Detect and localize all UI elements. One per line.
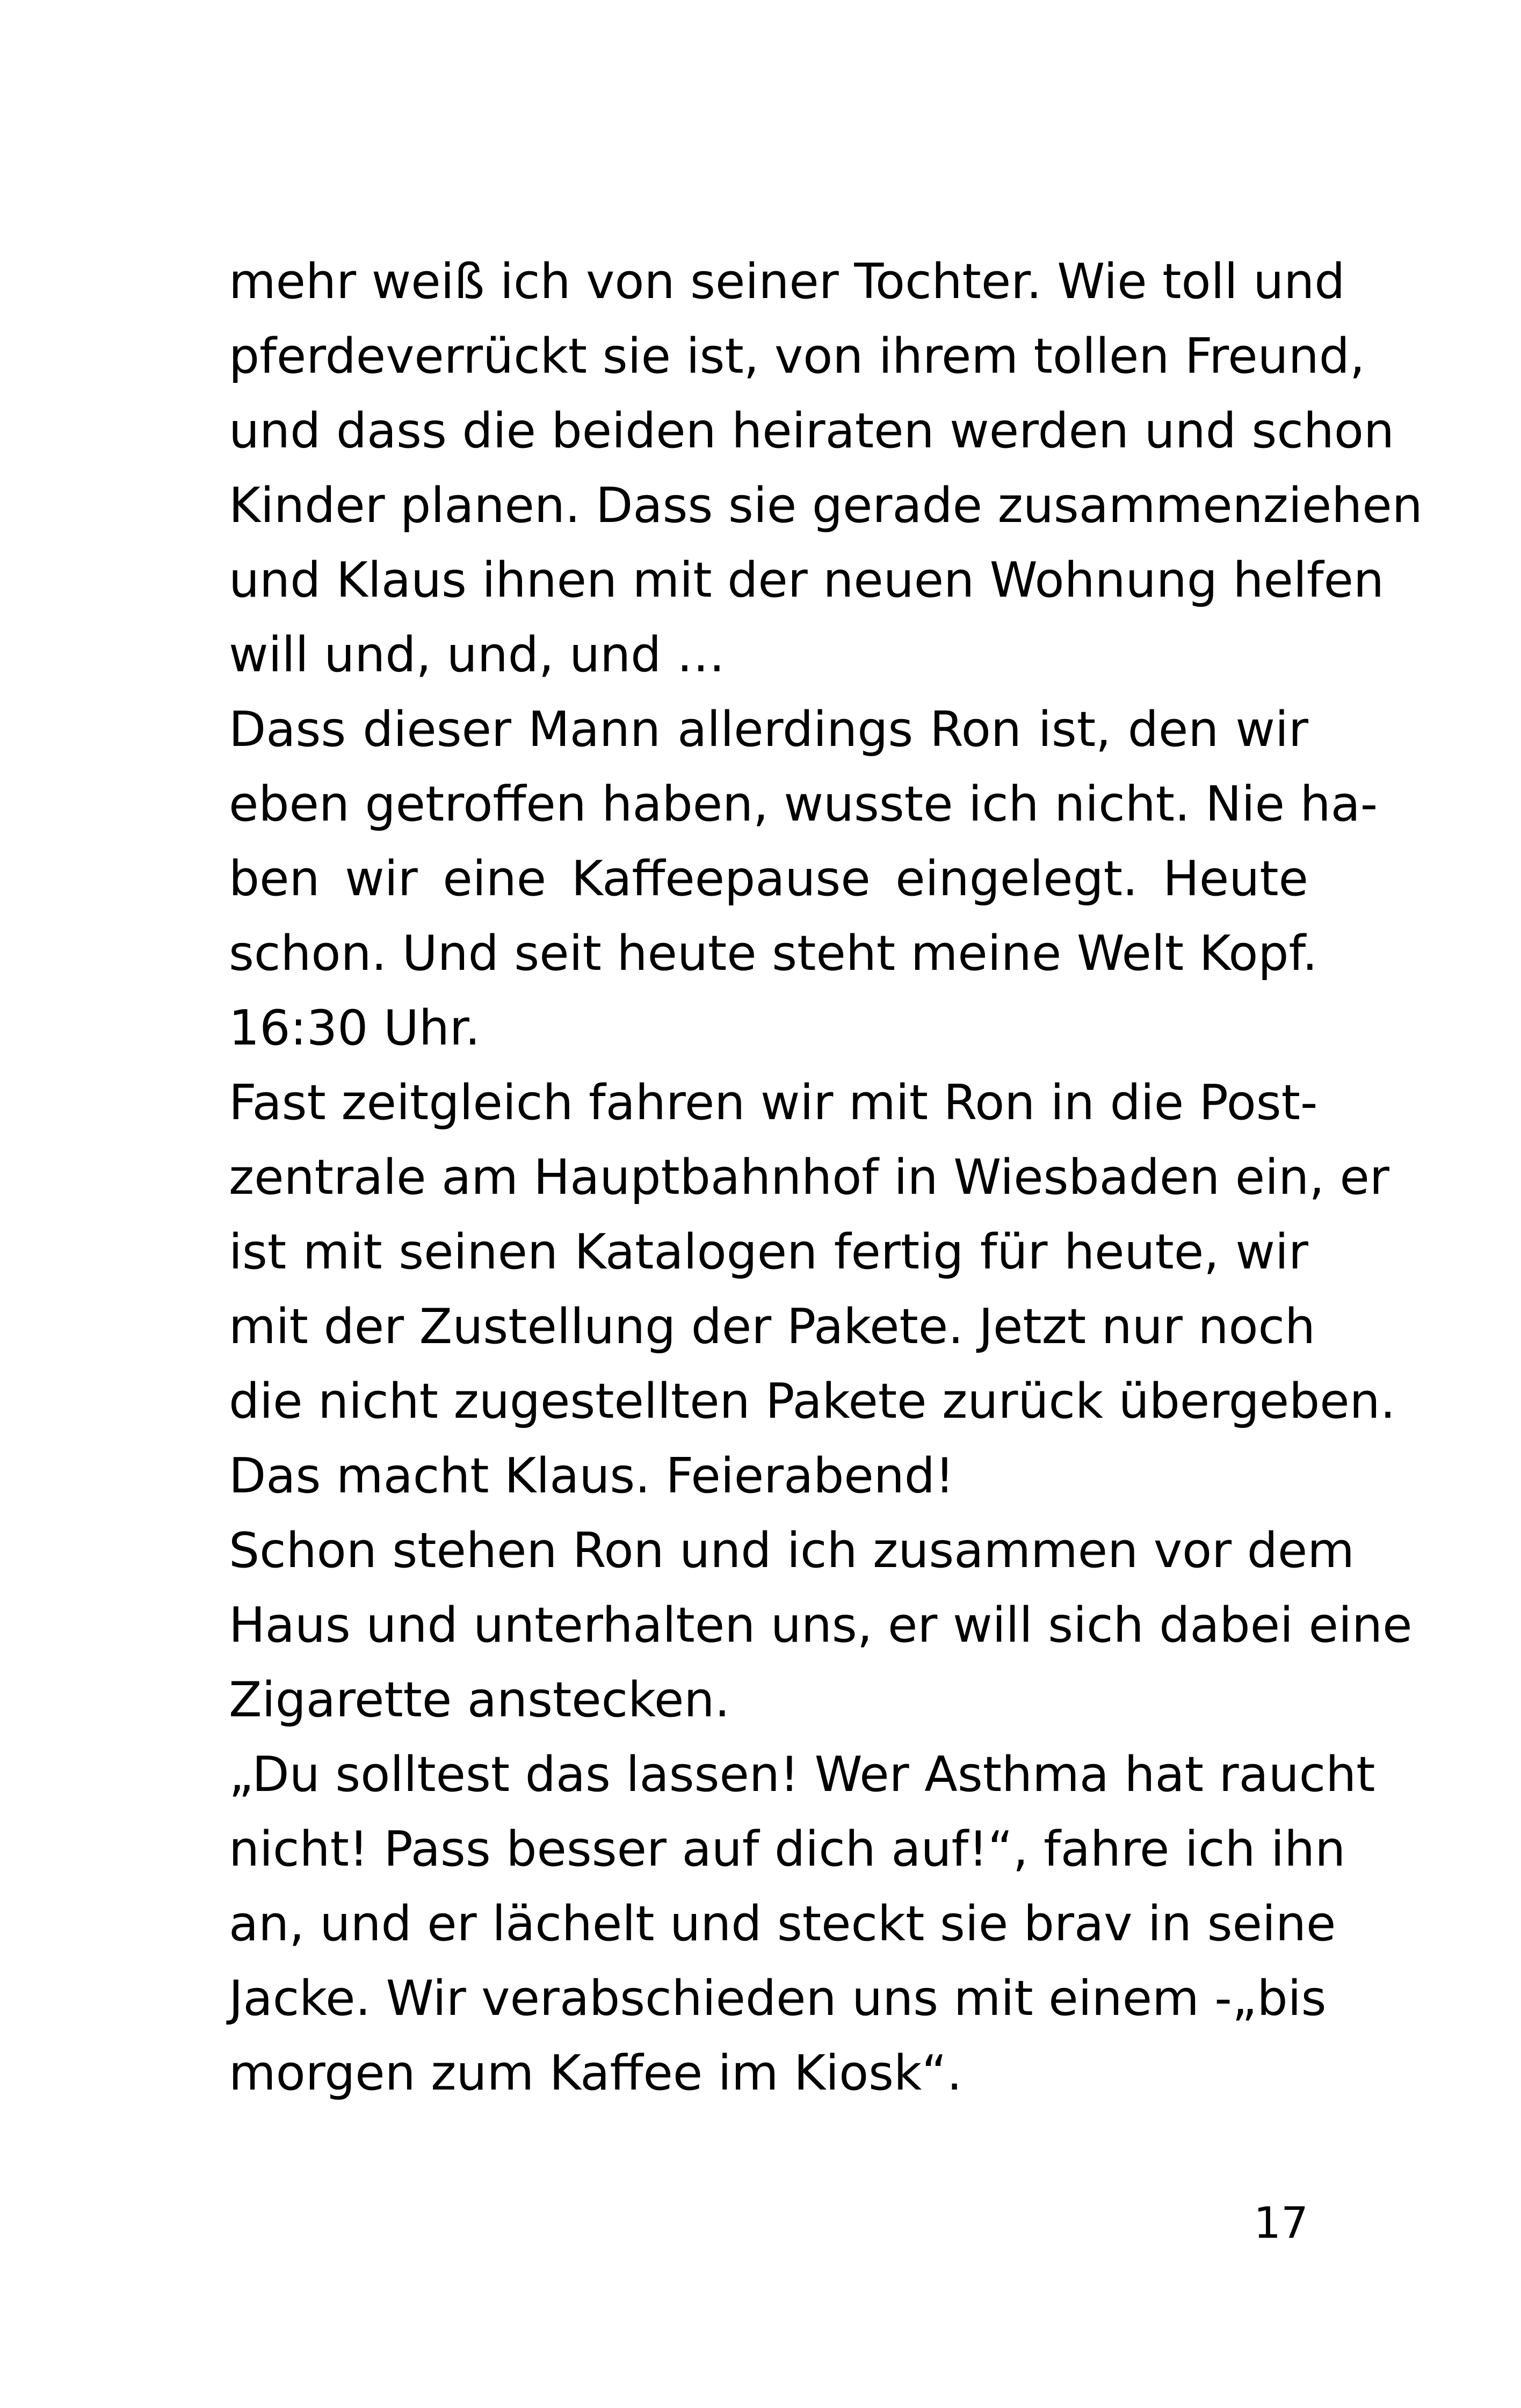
text-line: Zigarette anstecken. xyxy=(229,1672,730,1728)
text-line: will und, und, und … xyxy=(229,627,725,683)
text-line: morgen zum Kaffee im Kiosk“. xyxy=(229,2045,962,2101)
text-line: schon. Und seit heute steht meine Welt Kopf. xyxy=(229,925,1318,982)
text-line: eben getroffen haben, wusste ich nicht. Nie ha- xyxy=(229,776,1378,832)
text-line: Schon stehen Ron und ich zusammen vor dem xyxy=(229,1522,1355,1579)
text-line: nicht! Pass besser auf dich auf!“, fahre ich ihn xyxy=(229,1821,1346,1877)
text-line: ist mit seinen Katalogen fertig für heute, wir xyxy=(229,1224,1308,1280)
text-line: Jacke. Wir verabschieden uns mit einem -„bis xyxy=(229,1970,1327,2027)
text-line: ben wir eine Kaffeepause eingelegt. Heute xyxy=(229,851,1308,907)
text-line: Dass dieser Mann allerdings Ron ist, den wir xyxy=(229,701,1308,758)
text-line: pferdeverrückt sie ist, von ihrem tollen Freund, xyxy=(229,328,1365,385)
text-line: 16:30 Uhr. xyxy=(229,1000,481,1056)
text-line: mit der Zustellung der Pakete. Jetzt nur noch xyxy=(229,1299,1316,1355)
text-line: Das macht Klaus. Feierabend! xyxy=(229,1448,955,1504)
body-text xyxy=(229,244,1423,2110)
text-line: „Du solltest das lassen! Wer Asthma hat raucht xyxy=(229,1746,1375,1803)
page-number: 17 xyxy=(1254,2198,1308,2248)
text-line: und dass die beiden heiraten werden und schon xyxy=(229,403,1395,459)
text-line: Haus und unterhalten uns, er will sich dabei eine xyxy=(229,1597,1413,1653)
text-line: an, und er lächelt und steckt sie brav in seine xyxy=(229,1896,1336,1952)
text-line: Fast zeitgleich fahren wir mit Ron in die Post- xyxy=(229,1075,1318,1131)
text-line: die nicht zugestellten Pakete zurück übergeben. xyxy=(229,1373,1396,1430)
text-line: Kinder planen. Dass sie gerade zusammenziehen xyxy=(229,477,1423,534)
text-line: mehr weiß ich von seiner Tochter. Wie toll und xyxy=(229,253,1345,310)
text-line: zentrale am Hauptbahnhof in Wiesbaden ein, er xyxy=(229,1149,1389,1206)
text-line: und Klaus ihnen mit der neuen Wohnung helfen xyxy=(229,552,1384,608)
